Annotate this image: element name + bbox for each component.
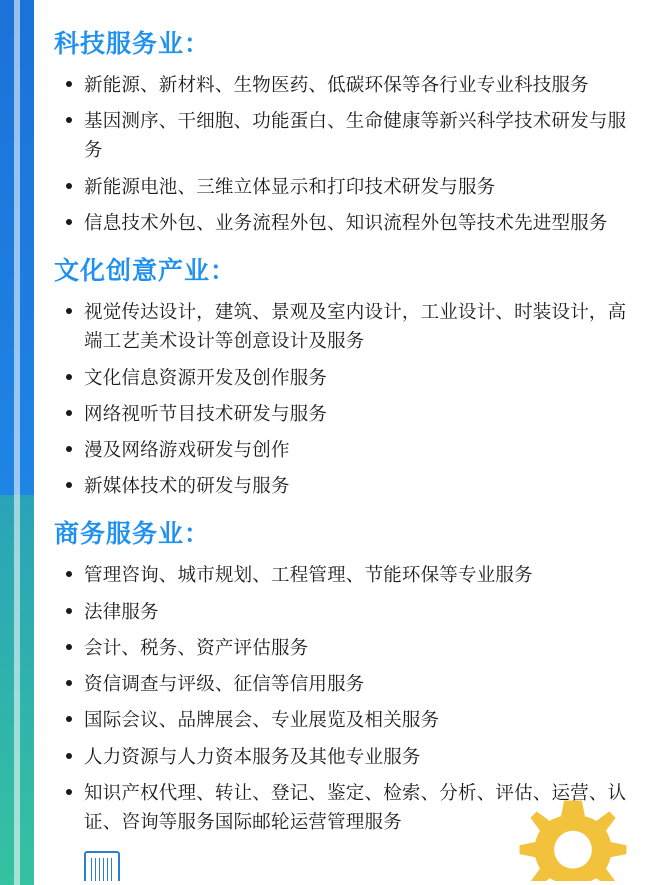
- list-item: 新能源、新材料、生物医药、低碳环保等各行业专业科技服务: [58, 70, 630, 99]
- list-item: 知识产权代理、转让、登记、鉴定、检索、分析、评估、运营、认证、咨询等服务国际邮轮运营管理服务: [58, 778, 630, 836]
- section-cultural-creative: [44, 251, 630, 500]
- list-item: 会计、税务、资产评估服务: [58, 633, 630, 662]
- bullet-list: [58, 70, 630, 237]
- section-business-services: [44, 514, 630, 836]
- bottom-divider: [34, 881, 654, 885]
- section-title: 科技服务业：: [54, 30, 211, 58]
- section-tech-services: [44, 24, 630, 237]
- gear-icon: [510, 793, 636, 885]
- document-icon: [84, 851, 120, 885]
- document-body: [34, 0, 654, 885]
- list-item: 视觉传达设计，建筑、景观及室内设计，工业设计、时装设计，高端工艺美术设计等创意设计及服务: [58, 297, 630, 355]
- list-item: 网络视听节目技术研发与服务: [58, 399, 630, 428]
- list-item: 文化信息资源开发及创作服务: [58, 363, 630, 392]
- list-item: 资信调查与评级、征信等信用服务: [58, 669, 630, 698]
- bullet-list: [58, 297, 630, 500]
- section-title: 商务服务业：: [54, 520, 211, 549]
- list-item: 国际会议、品牌展会、专业展览及相关服务: [58, 705, 630, 734]
- list-item: 人力资源与人力资本服务及其他专业服务: [58, 742, 630, 771]
- list-item: 基因测序、干细胞、功能蛋白、生命健康等新兴科学技术研发与服务: [58, 106, 630, 164]
- section-title: 文化创意产业：: [54, 257, 237, 286]
- decorative-left-edge: [0, 0, 34, 885]
- list-item: 漫及网络游戏研发与创作: [58, 435, 630, 464]
- edge-bar-white-line: [14, 0, 20, 885]
- list-item: 法律服务: [58, 597, 630, 626]
- list-item: 新能源电池、三维立体显示和打印技术研发与服务: [58, 172, 630, 201]
- list-item: 信息技术外包、业务流程外包、知识流程外包等技术先进型服务: [58, 208, 630, 237]
- list-item: 管理咨询、城市规划、工程管理、节能环保等专业服务: [58, 560, 630, 589]
- list-item: 新媒体技术的研发与服务: [58, 471, 630, 500]
